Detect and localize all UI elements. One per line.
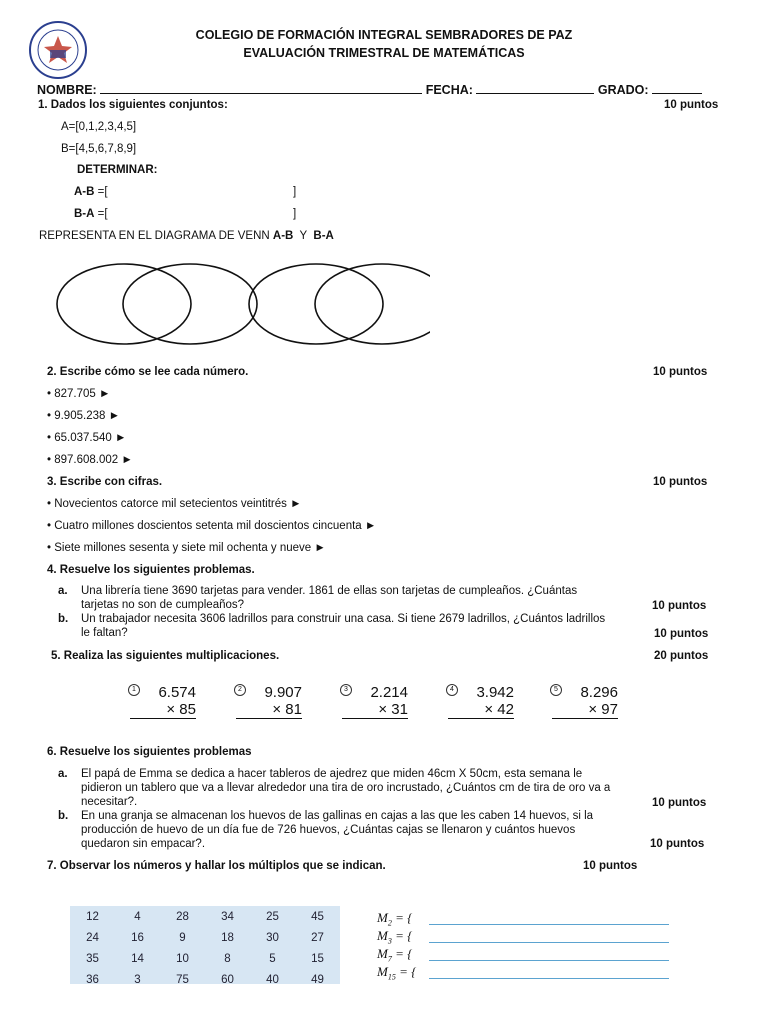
- grid-cell: 24: [86, 931, 99, 944]
- m-subscript: 15: [387, 972, 396, 982]
- venn-diagram-b-minus-a: [249, 264, 430, 344]
- grid-row: [70, 969, 340, 990]
- multiples-row: [377, 964, 677, 982]
- q2-item: • 9.905.238 ►: [47, 410, 120, 422]
- q2-points: 10 puntos: [653, 366, 708, 378]
- multiplication-problem: [116, 684, 196, 719]
- result-line: [130, 718, 196, 719]
- q7-points: 10 puntos: [583, 860, 638, 872]
- m-equals: = {: [395, 964, 417, 979]
- q4b-line2: le faltan?: [81, 627, 128, 639]
- q5-points: 20 puntos: [654, 650, 709, 662]
- multiplicand: 8.296: [580, 684, 618, 701]
- multiplier: × 81: [272, 701, 302, 718]
- q7-title: 7. Observar los números y hallar los múltiplos que se indican.: [47, 860, 386, 872]
- q4a-points: 10 puntos: [652, 600, 707, 612]
- m-equals: = {: [391, 946, 413, 961]
- venn-ba-label: B-A: [313, 230, 334, 242]
- q4a-label: a.: [58, 585, 68, 597]
- m-subscript: 2: [387, 918, 392, 928]
- venn-diagrams: [50, 262, 430, 347]
- grid-row: [70, 906, 340, 927]
- m-subscript: 7: [387, 954, 392, 964]
- venn-ab-label: A-B: [272, 230, 294, 242]
- q4a-line2: tarjetas no son de cumpleaños?: [81, 599, 245, 611]
- b-minus-a-label: B-A: [74, 208, 95, 220]
- problem-number: 4: [446, 684, 458, 696]
- date-label: FECHA:: [425, 83, 473, 97]
- grade-label: GRADO:: [597, 83, 649, 97]
- q2-item: • 65.037.540 ►: [47, 432, 127, 444]
- set-b: B=[4,5,6,7,8,9]: [61, 143, 137, 155]
- m-equals: = {: [391, 928, 413, 943]
- q6a-line3: necesitar?.: [81, 796, 138, 808]
- multiplication-problem: [434, 684, 514, 719]
- venn-diagram-a-minus-b: [57, 264, 257, 344]
- grid-row: [70, 927, 340, 948]
- multiplicand: 6.574: [158, 684, 196, 701]
- answer-line[interactable]: [429, 942, 669, 943]
- answer-line[interactable]: [429, 978, 669, 979]
- q4b-points: 10 puntos: [654, 628, 709, 640]
- multiples-row: [377, 910, 677, 928]
- date-field[interactable]: [476, 82, 594, 94]
- q3-title: 3. Escribe con cifras.: [47, 476, 163, 488]
- q4b-line1: Un trabajador necesita 3606 ladrillos para construir una casa. Si tiene 2679 ladrillos, ¿Cuántos ladrillos: [81, 613, 606, 625]
- grid-cell: 5: [269, 952, 276, 965]
- grid-cell: 75: [176, 973, 189, 986]
- multiples-row: [377, 946, 677, 964]
- q2-title: 2. Escribe cómo se lee cada número.: [47, 366, 249, 378]
- answer-line[interactable]: [429, 924, 669, 925]
- grid-cell: 10: [176, 952, 189, 965]
- grid-cell: 36: [86, 973, 99, 986]
- m-equals: = {: [391, 910, 413, 925]
- grid-cell: 8: [224, 952, 231, 965]
- multiplier: × 42: [484, 701, 514, 718]
- multiples-label: [377, 946, 412, 964]
- grid-cell: 4: [134, 910, 141, 923]
- m-symbol: M: [377, 964, 388, 979]
- q3-points: 10 puntos: [653, 476, 708, 488]
- answer-line[interactable]: [429, 960, 669, 961]
- grid-cell: 25: [266, 910, 279, 923]
- q1-points: 10 puntos: [664, 99, 719, 111]
- q3-item: • Novecientos catorce mil setecientos veintitrés ►: [47, 498, 302, 510]
- q3-item: • Cuatro millones doscientos setenta mil doscientos cincuenta ►: [47, 520, 377, 532]
- result-line: [448, 718, 514, 719]
- q6a-line2: pidieron un tablero que va a llevar alrededor una tira de oro incrustado, ¿Cuántos cm de tira de oro va a: [81, 782, 611, 794]
- q6b-points: 10 puntos: [650, 838, 705, 850]
- grid-cell: 35: [86, 952, 99, 965]
- grid-cell: 27: [311, 931, 324, 944]
- result-line: [552, 718, 618, 719]
- grid-cell: 49: [311, 973, 324, 986]
- q2-item: • 827.705 ►: [47, 388, 111, 400]
- grade-field[interactable]: [652, 82, 702, 94]
- grid-cell: 3: [134, 973, 141, 986]
- q6a-points: 10 puntos: [652, 797, 707, 809]
- q6b-line3: quedaron sin empacar?.: [81, 838, 206, 850]
- numbers-grid: [70, 906, 340, 984]
- name-label: NOMBRE:: [37, 83, 97, 97]
- q5-title: 5. Realiza las siguientes multiplicaciones.: [51, 650, 280, 662]
- q6b-line2: producción de huevo de un día fue de 726 huevos, ¿Cuántas cajas se llenaron y cuántos huevos: [81, 824, 576, 836]
- q4a-line1: Una librería tiene 3690 tarjetas para vender. 1861 de ellas son tarjetas de cumpleaños. ¿Cuántas: [81, 585, 578, 597]
- grid-cell: 16: [131, 931, 144, 944]
- grid-cell: 30: [266, 931, 279, 944]
- multiplicand: 3.942: [476, 684, 514, 701]
- result-line: [342, 718, 408, 719]
- multiplication-problem: [328, 684, 408, 719]
- q6b-label: b.: [58, 810, 69, 822]
- grid-cell: 14: [131, 952, 144, 965]
- grid-cell: 18: [221, 931, 234, 944]
- b-minus-a-close: ]: [293, 208, 297, 220]
- grid-cell: 45: [311, 910, 324, 923]
- name-field[interactable]: [100, 82, 422, 94]
- grid-cell: 60: [221, 973, 234, 986]
- grid-cell: 34: [221, 910, 234, 923]
- b-minus-a-row: [74, 208, 108, 220]
- venn-instruction-text: REPRESENTA EN EL DIAGRAMA DE VENN: [39, 230, 273, 242]
- m-subscript: 3: [387, 936, 392, 946]
- multiplicand: 2.214: [370, 684, 408, 701]
- multiples-label: [377, 928, 412, 946]
- q6a-label: a.: [58, 768, 68, 780]
- q6a-line1: El papá de Emma se dedica a hacer tableros de ajedrez que miden 46cm X 50cm, esta semana le: [81, 768, 583, 780]
- multiplier: × 97: [588, 701, 618, 718]
- result-line: [236, 718, 302, 719]
- problem-number: 3: [340, 684, 352, 696]
- m-symbol: M: [377, 910, 388, 925]
- m-symbol: M: [377, 928, 388, 943]
- a-minus-b-bracket: =[: [94, 186, 108, 198]
- grid-cell: 40: [266, 973, 279, 986]
- a-minus-b-close: ]: [293, 186, 297, 198]
- set-a: A=[0,1,2,3,4,5]: [61, 121, 137, 133]
- problem-number: 1: [128, 684, 140, 696]
- a-minus-b-label: A-B: [74, 186, 95, 198]
- multiples-label: [377, 964, 416, 982]
- grid-cell: 9: [179, 931, 186, 944]
- multiplication-problem: [538, 684, 618, 719]
- b-minus-a-bracket: =[: [94, 208, 108, 220]
- q6-title: 6. Resuelve los siguientes problemas: [47, 746, 252, 758]
- grid-cell: 15: [311, 952, 324, 965]
- school-name: COLEGIO DE FORMACIÓN INTEGRAL SEMBRADORES DE PAZ: [195, 28, 573, 42]
- venn-y-label: Y: [293, 230, 314, 242]
- multiplication-problem: [222, 684, 302, 719]
- q2-item: • 897.608.002 ►: [47, 454, 133, 466]
- q4b-label: b.: [58, 613, 69, 625]
- multiplier: × 31: [378, 701, 408, 718]
- venn-instruction: [39, 230, 334, 242]
- q1-title: 1. Dados los siguientes conjuntos:: [38, 99, 228, 111]
- q3-item: • Siete millones sesenta y siete mil ochenta y nueve ►: [47, 542, 326, 554]
- a-minus-b-row: [74, 186, 108, 198]
- grid-cell: 12: [86, 910, 99, 923]
- q4-title: 4. Resuelve los siguientes problemas.: [47, 564, 255, 576]
- determine-label: DETERMINAR:: [77, 164, 158, 176]
- multiples-row: [377, 928, 677, 946]
- multiples-label: [377, 910, 412, 928]
- q6b-line1: En una granja se almacenan los huevos de las gallinas en cajas a las que les caben 14 huevos, si la: [81, 810, 594, 822]
- grid-cell: 28: [176, 910, 189, 923]
- exam-title: EVALUACIÓN TRIMESTRAL DE MATEMÁTICAS: [243, 46, 525, 60]
- m-symbol: M: [377, 946, 388, 961]
- student-fields: [37, 82, 702, 97]
- problem-number: 5: [550, 684, 562, 696]
- multiplier: × 85: [166, 701, 196, 718]
- multiplicand: 9.907: [264, 684, 302, 701]
- problem-number: 2: [234, 684, 246, 696]
- grid-row: [70, 948, 340, 969]
